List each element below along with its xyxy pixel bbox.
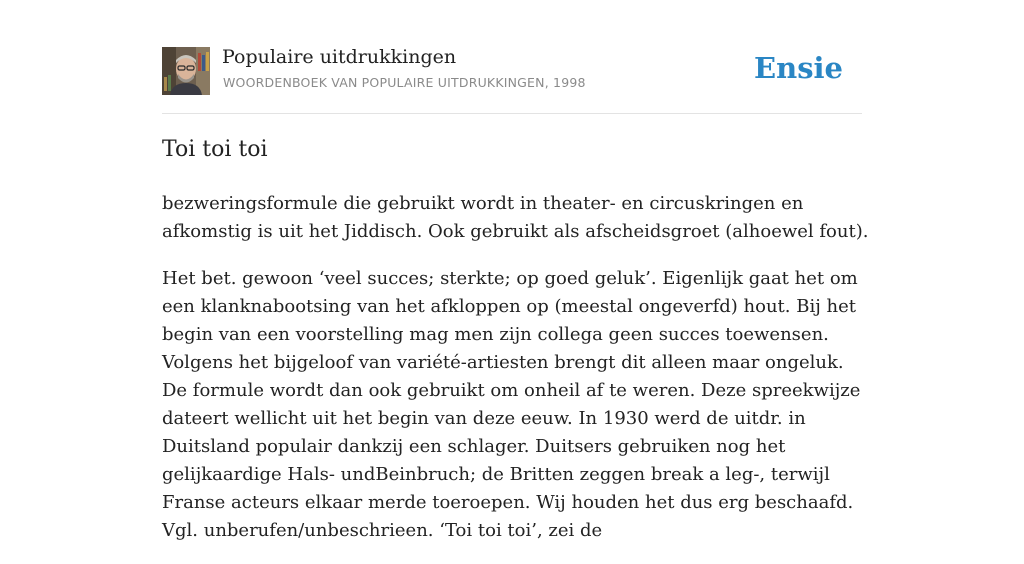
entry-paragraph: Het bet. gewoon ‘veel succes; sterkte; op goed geluk’. Eigenlijk gaat het om een klanknabootsing van het afkloppen op (meestal ongeverfd) hout. Bij het begin van een voorstelling mag men zijn collega geen succes toewensen. Volgens het bijgeloof van variété-artiesten brengt dit alleen maar ongeluk. De formule wordt dan ook gebruikt om onheil af te weren. Deze spreekwijze dateert wellicht uit het begin van deze eeuw. In 1930 werd de uitdr. in Duitsland populair dankzij een schlager. Duitsers gebruiken nog het gelijkaardige Hals- undBeinbruch; de Britten zeggen break a leg-, terwijl Franse acteurs elkaar merde toeroepen. Wij houden het dus erg beschaafd. Vgl. unberufen/unbeschrieen. ‘Toi toi toi’, zei de bbox=[162, 268, 861, 541]
source-subtitle[interactable]: WOORDENBOEK VAN POPULAIRE UITDRUKKINGEN, 1998 bbox=[223, 75, 586, 90]
author-portrait-icon bbox=[162, 47, 210, 95]
entry-body bbox=[162, 190, 874, 564]
entry-title: Toi toi toi bbox=[162, 137, 268, 162]
source-title[interactable]: Populaire uitdrukkingen bbox=[222, 46, 457, 68]
source-header bbox=[162, 46, 862, 96]
ensie-logo-link[interactable]: Ensie bbox=[754, 51, 843, 85]
header-divider bbox=[162, 113, 862, 114]
author-avatar[interactable] bbox=[162, 47, 210, 95]
entry-paragraph: bezweringsformule die gebruikt wordt in theater- en circuskringen en afkomstig is uit het Jiddisch. Ook gebruikt als afscheidsgroet (alhoewel fout). bbox=[162, 193, 869, 242]
